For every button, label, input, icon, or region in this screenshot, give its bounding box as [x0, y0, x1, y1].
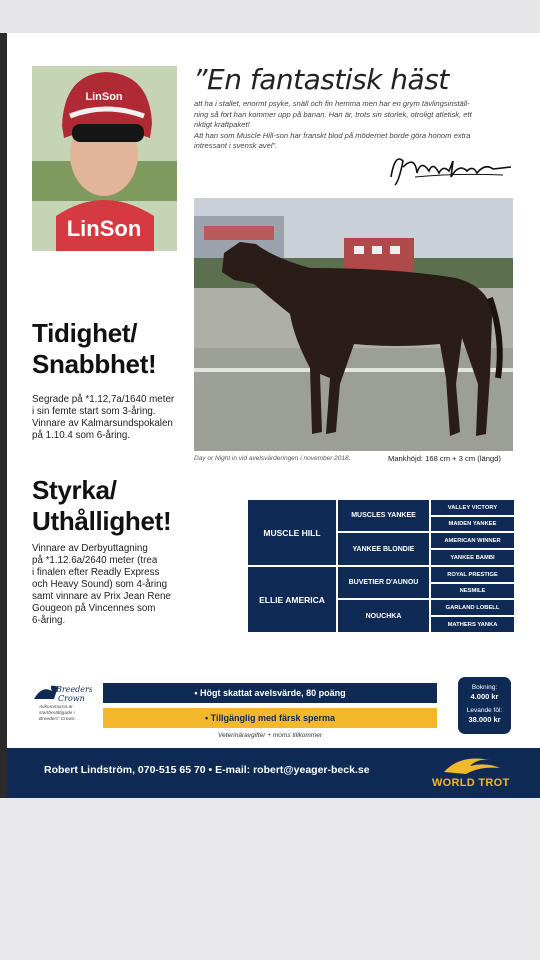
strength-text	[32, 543, 192, 627]
helmet-text: LinSon	[85, 91, 123, 103]
breeders-crown-note	[39, 705, 95, 723]
top-gray-band	[0, 0, 540, 33]
heading-line: Styrka/	[32, 475, 117, 505]
note-line: Avkommorna är	[39, 705, 73, 710]
height-label: Mankhöjd: 168 cm + 3 cm (längd)	[388, 454, 501, 463]
pedigree-gen3: MATHERS YANKA	[430, 616, 515, 633]
fees-note: Veterinäravgifter + moms tillkommer	[218, 732, 322, 739]
breeding-value-bar: • Högt skattat avelsvärde, 80 poäng	[103, 683, 437, 703]
text-line: Gougeon på Vincennes som	[32, 603, 156, 614]
booking-value: 4.000 kr	[470, 692, 499, 701]
horse-photo	[194, 198, 513, 451]
shirt-text: LinSon	[66, 216, 142, 241]
quote-line: intressant i svensk avel”.	[194, 141, 278, 150]
heading-line: Tidighet/	[32, 318, 138, 348]
text-line: Segrade på *1.12,7a/1640 meter	[32, 394, 175, 405]
pedigree-gen3: MAIDEN YANKEE	[430, 516, 515, 532]
text-line: Vinnare av Derbyuttagning	[32, 543, 148, 554]
photo-caption: Day or Night in vid avelsvärderingen i november 2018.	[194, 455, 351, 462]
breeders-crown-logo-text: Breeders'	[56, 685, 92, 694]
pedigree-gen3: AMERICAN WINNER	[430, 532, 515, 549]
bottom-gray-area	[0, 798, 540, 960]
heading-line: Snabbhet!	[32, 349, 157, 379]
pedigree-gen3: YANKEE BAMBI	[430, 549, 515, 566]
pedigree-gen2: MUSCLES YANKEE	[337, 499, 430, 532]
pedigree-gen2: YANKEE BLONDIE	[337, 532, 430, 566]
breeders-crown-logo-text: Crown	[58, 694, 85, 703]
pedigree-gen3: GARLAND LOBELL	[430, 599, 515, 616]
text-line: 6-åring.	[32, 615, 66, 626]
booking-label: Bokning:	[471, 684, 498, 691]
text-line: i finalen efter Readly Express	[32, 567, 160, 578]
text-line: i sin femte start som 3-åring.	[32, 406, 156, 417]
pedigree-table	[247, 499, 515, 633]
pedigree-gen3: VALLEY VICTORY	[430, 499, 515, 516]
text-line: och Heavy Sound) som 4-åring	[32, 579, 168, 590]
text-line: Vinnare av Kalmarsundspokalen	[32, 418, 173, 429]
heading-line: Uthållighet!	[32, 506, 172, 536]
pedigree-gen2: BUVETIER D'AUNOU	[337, 566, 430, 599]
live-foal-value: 38.000 kr	[468, 715, 501, 724]
contact-info: Robert Lindström, 070-515 65 70 • E-mail: robert@yeager-beck.se	[44, 764, 370, 776]
quote-line: att ha i stallet, enormt psyke, snäll och fin hemma men har en grym tävlingsinställ-	[194, 99, 470, 108]
text-line: samt vinnare av Prix Jean Rene	[32, 591, 171, 602]
driver-portrait	[32, 66, 177, 251]
quote-line: riktigt kraftpaket!	[194, 120, 250, 129]
heading-strength	[32, 475, 171, 537]
live-foal-label: Levande föl:	[466, 707, 503, 714]
note-line: Breeders' Crown.	[39, 717, 76, 722]
pedigree-gen3: NESMILE	[430, 583, 515, 599]
pedigree-dam: ELLIE AMERICA	[247, 566, 337, 633]
fresh-semen-bar: • Tillgänglig med färsk sperma	[103, 708, 437, 728]
pedigree-gen2: NOUCHKA	[337, 599, 430, 633]
quote-line: Att han som Muscle Hill-son har franskt blod på mödernet borde göra honom extra	[194, 130, 471, 140]
quote-line: ning så fort han kommer upp på banan. Han är, trots sin storlek, otroligt atletisk, ett	[194, 109, 472, 119]
note-line: startberättigade i	[39, 711, 75, 716]
price-box	[458, 677, 511, 734]
quote-body	[194, 99, 512, 152]
left-dark-edge	[0, 33, 7, 798]
heading-speed	[32, 318, 156, 380]
quote-title: ”En fantastisk häst	[193, 63, 449, 96]
advertisement-page	[7, 33, 540, 798]
pedigree-sire: MUSCLE HILL	[247, 499, 337, 566]
text-line: på 1.10.4 som 6-åring.	[32, 430, 131, 441]
world-trot-logo-text: WORLD TROT	[432, 777, 510, 789]
text-line: på *1.12.6a/2640 meter (trea	[32, 555, 158, 566]
pedigree-gen3: ROYAL PRESTIGE	[430, 566, 515, 583]
speed-text	[32, 394, 192, 442]
handwritten-signature	[385, 147, 515, 189]
